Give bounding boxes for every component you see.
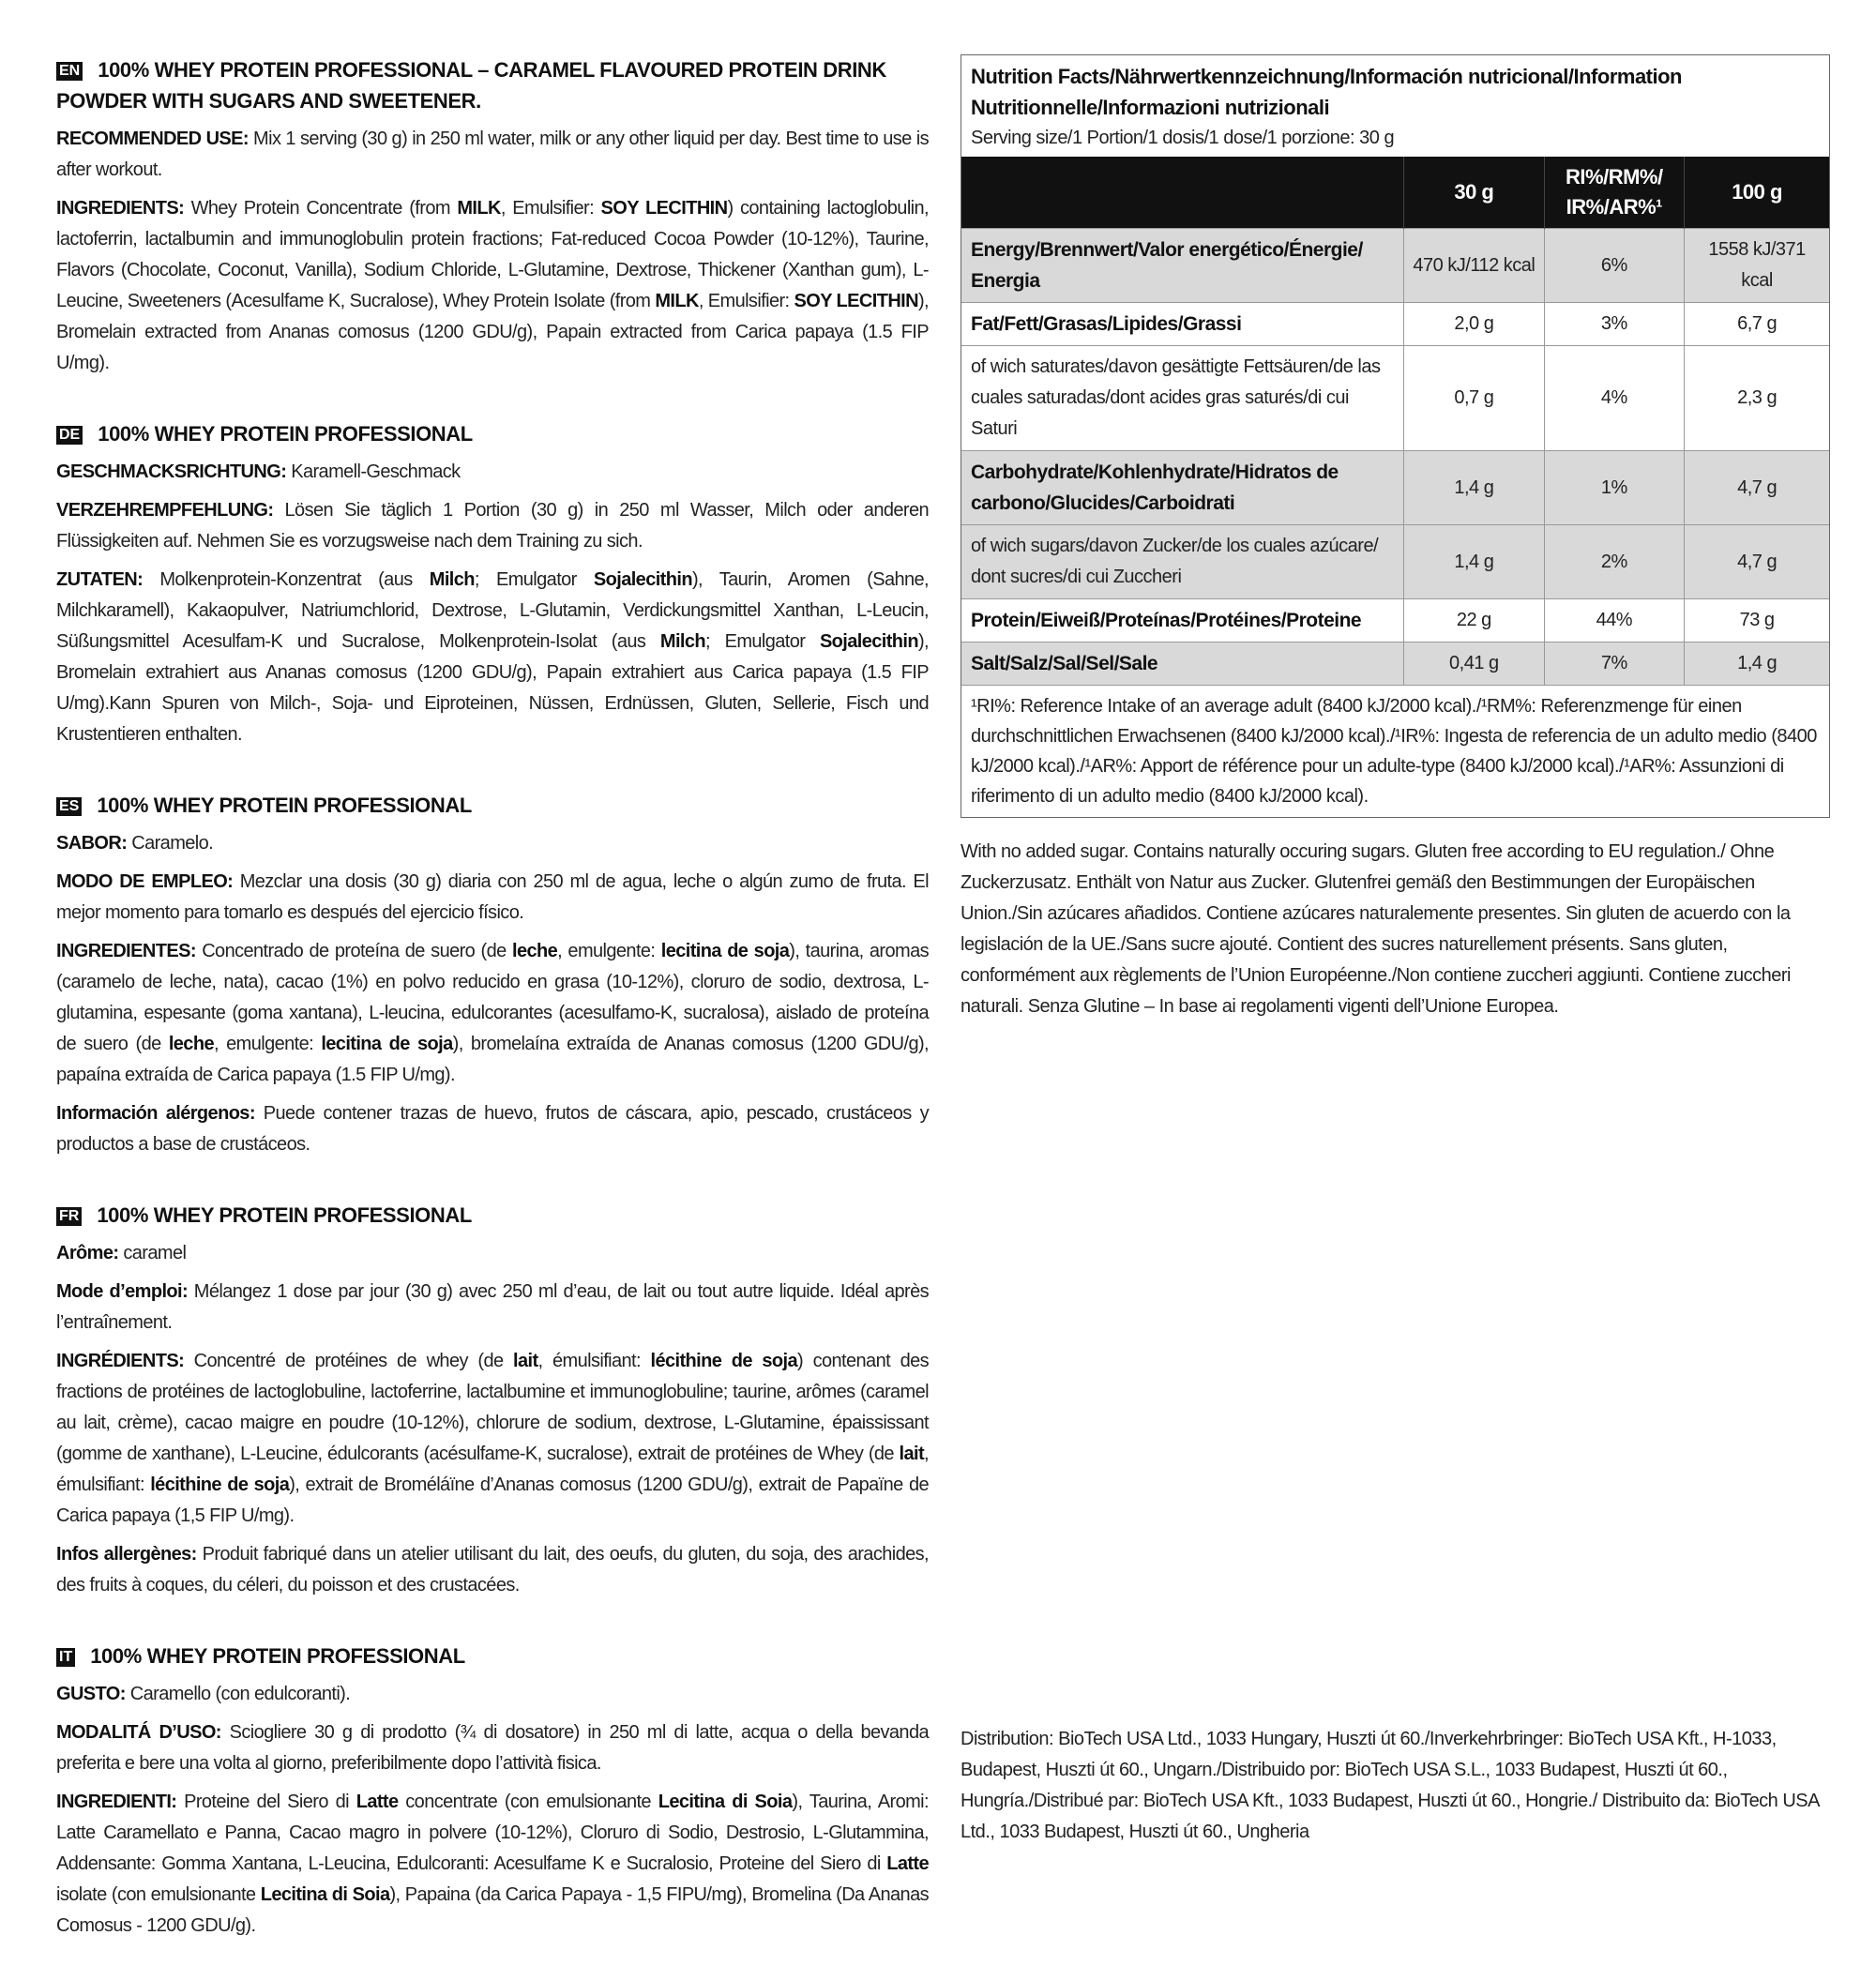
nutrient-label: Protein/Eiweiß/Proteínas/Protéines/Proteine: [961, 599, 1404, 643]
bold-text: lait: [899, 1444, 925, 1464]
section-it: [56, 1641, 929, 1942]
section-es: [56, 790, 929, 1160]
text: Produit fabriqué dans un atelier utilisant du lait, des oeufs, du gluten, du soja, des arachides, des fruits à coques, du céleri, du poisson et des crustacées.: [56, 1544, 929, 1595]
bold-text: Lecitina di Soia: [658, 1792, 793, 1812]
section-paragraph: [56, 565, 929, 750]
bold-text: lécithine de soja: [150, 1474, 290, 1495]
value-ri: 3%: [1544, 303, 1685, 346]
bold-text: Milch: [429, 569, 475, 590]
nutrient-label: of wich saturates/davon gesättigte Fettsäuren/de las cuales saturadas/dont acides gras saturés/di cui Saturi: [961, 346, 1404, 451]
section-de: [56, 418, 929, 750]
nutrition-title: Nutrition Facts/Nährwertkennzeichnung/Información nutricional/Information Nutritionnelle/Informazioni nutrizionali: [971, 65, 1682, 119]
nutrient-label: of wich sugars/davon Zucker/de los cuales azúcare/ dont sucres/di cui Zuccheri: [961, 525, 1404, 599]
section-paragraph: [56, 1787, 929, 1942]
section-paragraph: [56, 1346, 929, 1532]
nutrition-row: [961, 599, 1829, 643]
value-ri: 2%: [1544, 525, 1685, 599]
text: Proteine del Siero di: [184, 1792, 356, 1812]
bold-text: VERZEHREMPFEHLUNG:: [56, 500, 285, 521]
bold-text: leche: [168, 1034, 214, 1054]
nutrient-label: Carbohydrate/Kohlenhydrate/Hidratos de carbono/Glucides/Carboidrati: [961, 451, 1404, 525]
text: Caramelo.: [131, 833, 214, 854]
value-ri: 44%: [1544, 599, 1685, 643]
text: ) contenant des fractions de protéines de lactoglobuline, lactoferrine, lactalbumine et immunoglobuline; taurine, arômes (caramel au lait, crème), cacao maigre en poudre (10-12%), chlorure de sodium, dextrose, L-Glutamine, épaississant (gomme de xanthane), L-Leucine, édulcorants (acésulfame-K, sucralose), extrait de protéines de Whey (de: [56, 1351, 930, 1464]
text: ), Bromelain extracted from Ananas comosus (1200 GDU/g), Papain extracted from Carica papaya (1.5 FIP U/mg).: [56, 291, 930, 373]
section-paragraph: [56, 828, 929, 859]
section-paragraph: [56, 124, 929, 186]
value-ri: 1%: [1544, 451, 1685, 525]
bold-text: SOY LECITHIN: [794, 291, 918, 311]
text: Caramello (con edulcoranti).: [129, 1684, 351, 1704]
section-paragraph: [56, 457, 929, 488]
language-tag: DE: [56, 426, 83, 445]
text: Mix 1 serving (30 g) in 250 ml water, milk or any other liquid per day. Best time to use is after workout.: [56, 129, 929, 180]
text: ), Taurin, Aromen (Sahne, Milchkaramell), Kakaopulver, Natriumchlorid, Dextrose, L-Glutamin, Verdickungsmittel Xanthan, L-Leucin, Süßungsmittel Acesulfam-K und Sucralose, Molkenprotein-Isolat (aus: [56, 569, 930, 652]
text: Mezclar una dosis (30 g) diaria con 250 ml de agua, leche o algún zumo de fruta. El mejor momento para tomarlo es después del ejercicio físico.: [56, 871, 930, 923]
bold-text: MODALITÁ D’USO:: [56, 1722, 230, 1743]
section-en: [56, 54, 929, 379]
serving-size: Serving size/1 Portion/1 dosis/1 dose/1 porzione: 30 g: [971, 128, 1395, 148]
section-paragraph: [56, 1717, 929, 1779]
bold-text: Milch: [659, 631, 706, 652]
section-heading: [56, 54, 929, 116]
section-title: 100% WHEY PROTEIN PROFESSIONAL – CARAMEL FLAVOURED PROTEIN DRINK POWDER WITH SUGARS AND SWEETENER.: [56, 58, 886, 113]
text: , émulsifiant:: [56, 1444, 929, 1495]
bold-text: Sojalecithin: [819, 631, 918, 652]
section-paragraph: [56, 867, 929, 929]
section-paragraph: [56, 936, 929, 1091]
value-ri: 6%: [1544, 229, 1685, 303]
bold-text: Latte: [886, 1853, 929, 1874]
section-title: 100% WHEY PROTEIN PROFESSIONAL: [97, 1203, 472, 1227]
bold-text: lécithine de soja: [650, 1351, 798, 1371]
value-30g: 22 g: [1404, 599, 1544, 643]
value-30g: 1,4 g: [1404, 451, 1544, 525]
bold-text: MILK: [457, 198, 501, 219]
value-30g: 2,0 g: [1404, 303, 1544, 346]
text: Puede contener trazas de huevo, frutos de cáscara, apio, pescado, crustáceos y productos a base de crustáceos.: [56, 1103, 929, 1155]
bold-text: SOY LECITHIN: [600, 198, 728, 219]
header-per-100g: 100 g: [1685, 157, 1829, 229]
text: caramel: [123, 1243, 187, 1263]
section-heading: [56, 418, 929, 449]
section-title: 100% WHEY PROTEIN PROFESSIONAL: [90, 1644, 465, 1668]
nutrition-row: [961, 525, 1829, 599]
nutrition-row: [961, 643, 1829, 686]
section-paragraph: [56, 1238, 929, 1269]
distribution-info: Distribution: BioTech USA Ltd., 1033 Hungary, Huszti út 60./Inverkehrbringer: BioTech USA Kft., H-1033, Budapest, Huszti út 60., Ungarn./Distribuido por: BioTech USA S.L., 1033 Budapest, Huszti út 60., Hungría./Distribué par: BioTech USA Kft., 1033 Budapest, Huszti út 60., Hongrie./ Distribuito da: BioTech USA Ltd., 1033 Budapest, Huszti út 60., Ungheria: [961, 1729, 1819, 1842]
language-sections: [56, 54, 929, 1981]
value-100g: 1558 kJ/371 kcal: [1685, 229, 1829, 303]
text: Concentrado de proteína de suero (de: [202, 941, 512, 961]
value-100g: 73 g: [1685, 599, 1829, 643]
nutrition-table: [961, 157, 1829, 685]
text: ), bromelaína extraída de Ananas comosus (1200 GDU/g), papaína extraída de Carica papaya (1.5 FIP U/mg).: [56, 1034, 929, 1085]
nutrition-rows: [961, 229, 1829, 686]
text: , emulgente:: [213, 1034, 322, 1054]
text: , émulsifiant:: [537, 1351, 651, 1371]
section-heading: [56, 1200, 929, 1231]
value-100g: 6,7 g: [1685, 303, 1829, 346]
text: ), extrait de Broméláïne d’Ananas comosus (1200 GDU/g), extrait de Papaïne de Carica papaya (1,5 FIP U/mg).: [56, 1474, 929, 1526]
value-30g: 0,41 g: [1404, 643, 1544, 686]
language-tag: FR: [56, 1207, 82, 1226]
bold-text: SABOR:: [56, 833, 132, 854]
value-100g: 2,3 g: [1685, 346, 1829, 451]
bold-text: Información alérgenos:: [56, 1103, 264, 1124]
section-paragraph: [56, 495, 929, 557]
text: Karamell-Geschmack: [291, 461, 461, 482]
sugar-gluten-claims: With no added sugar. Contains naturally occuring sugars. Gluten free according to EU regulation./ Ohne Zuckerzusatz. Enthält von Natur aus Zucker. Glutenfrei gemäß den Bestimmungen der Europäischen Union./Sin azúcares añadidos. Contiene azúcares naturalemente presentes. Sin gluten de acuerdo con la legislación de la UE./Sans sucre ajouté. Contient des sucres naturellement présents. Sans gluten, conformément aux règlements de l’Union Européenne./Non contiene zuccheri aggiunti. Contiene zuccheri naturali. Senza Glutine – In base ai regolamenti vigenti dell’Unione Europea.: [961, 841, 1791, 1017]
text: ), Papaina (da Carica Papaya - 1,5 FIPU/mg), Bromelina (Da Ananas Comosus - 1200 GDU/g).: [56, 1884, 929, 1936]
header-per-30g: 30 g: [1404, 157, 1544, 229]
text: Lösen Sie täglich 1 Portion (30 g) in 250 ml Wasser, Milch oder anderen Flüssigkeiten auf. Nehmen Sie es vorzugsweise nach dem Training zu sich.: [56, 500, 929, 552]
section-paragraph: [56, 1277, 929, 1338]
section-paragraph: [56, 1539, 929, 1601]
text: isolate (con emulsionante: [56, 1884, 261, 1905]
language-tag: EN: [56, 62, 83, 81]
section-heading: [56, 1641, 929, 1671]
text: Sciogliere 30 g di prodotto (¾ di dosatore) in 250 ml di latte, acqua o della bevanda preferita e bere una volta al giorno, preferibilmente dopo l’attività fisica.: [56, 1722, 929, 1774]
bold-text: Lecitina di Soia: [260, 1884, 390, 1905]
bold-text: lait: [513, 1351, 538, 1371]
header-nutrient: [961, 157, 1404, 229]
text: Molkenprotein-Konzentrat (aus: [159, 569, 430, 590]
value-30g: 0,7 g: [1404, 346, 1544, 451]
bold-text: Latte: [356, 1792, 399, 1812]
ri-footnote: ¹RI%: Reference Intake of an average adult (8400 kJ/2000 kcal)./¹RM%: Referenzmenge für einen durchschnittlichen Erwachsenen (8400 kJ/2000 kcal)./¹IR%: Ingesta de referencia de un adulto medio (8400 kJ/2000 kcal)./¹AR%: Apport de référence pour un adulte-type (8400 kJ/2000 kcal)./¹AR%: Assunzioni di riferimento di un adulto medio (8400 kJ/2000 kcal).: [961, 685, 1829, 817]
bold-text: INGREDIENTI:: [56, 1792, 185, 1812]
nutrition-panel: [961, 54, 1830, 1022]
bold-text: leche: [511, 941, 558, 961]
nutrition-row: [961, 451, 1829, 525]
bold-text: lecitina de soja: [321, 1034, 453, 1054]
header-ri: RI%/RM%/ IR%/AR%¹: [1544, 157, 1685, 229]
bold-text: lecitina de soja: [660, 941, 790, 961]
nutrition-header: [961, 55, 1829, 157]
text: , Emulsifier:: [500, 198, 601, 219]
text: Concentré de protéines de whey (de: [193, 1351, 514, 1371]
nutrition-row: [961, 303, 1829, 346]
bold-text: MILK: [655, 291, 699, 311]
bold-text: Mode d’emploi:: [56, 1281, 194, 1302]
text: ), Taurina, Aromi: Latte Caramellato e Panna, Cacao magro in polvere (10-12%), Cloruro di Sodio, Destrosio, L-Glutammina, Addensante: Gomma Xantana, L-Leucina, Edulcoranti: Acesulfame K e Sucralosio, Proteine del Siero di: [56, 1792, 929, 1874]
text: , emulgente:: [557, 941, 661, 961]
section-title: 100% WHEY PROTEIN PROFESSIONAL: [97, 794, 472, 817]
nutrition-row: [961, 229, 1829, 303]
value-100g: 4,7 g: [1685, 451, 1829, 525]
value-ri: 7%: [1544, 643, 1685, 686]
text: Mélangez 1 dose par jour (30 g) avec 250 ml d’eau, de lait ou tout autre liquide. Idéal après l’entraînement.: [56, 1281, 930, 1333]
bold-text: INGREDIENTES:: [56, 941, 203, 961]
bold-text: RECOMMENDED USE:: [56, 129, 254, 149]
bold-text: GESCHMACKSRICHTUNG:: [56, 461, 292, 482]
bold-text: MODO DE EMPLEO:: [56, 871, 240, 892]
section-paragraph: [56, 1098, 929, 1160]
nutrition-facts-box: [961, 54, 1830, 818]
nutrition-table-header: [961, 157, 1829, 229]
text: concentrate (con emulsionante: [398, 1792, 658, 1812]
text: ), Bromelain extrahiert aus Ananas comosus (1200 GDU/g), Papain extrahiert aus Carica papaya (1.5 FIP U/mg).Kann Spuren von Milch-, Soja- und Eiproteinen, Nüssen, Erdnüssen, Gluten, Sellerie, Fisch und Krustentieren enthalten.: [56, 631, 930, 745]
nutrient-label: Energy/Brennwert/Valor energético/Énergie/ Energia: [961, 229, 1404, 303]
nutrition-row: [961, 346, 1829, 451]
bold-text: Sojalecithin: [593, 569, 692, 590]
bold-text: GUSTO:: [56, 1684, 130, 1704]
value-100g: 1,4 g: [1685, 643, 1829, 686]
section-paragraph: [56, 1679, 929, 1710]
text: ) containing lactoglobulin, lactoferrin, lactalbumin and immunoglobulin protein fractions; Fat-reduced Cocoa Powder (10-12%), Taurine, Flavors (Chocolate, Coconut, Vanilla), Sodium Chloride, L-Glutamine, Dextrose, Thickener (Xanthan gum), L-Leucine, Sweeteners (Acesulfame K, Sucralose), Whey Protein Isolate (from: [56, 198, 929, 311]
text: ; Emulgator: [705, 631, 820, 652]
bold-text: INGRÉDIENTS:: [56, 1351, 194, 1371]
bold-text: INGREDIENTS:: [56, 198, 191, 219]
bold-text: Arôme:: [56, 1243, 124, 1263]
value-30g: 1,4 g: [1404, 525, 1544, 599]
text: Whey Protein Concentrate (from: [190, 198, 458, 219]
text: ; Emulgator: [474, 569, 594, 590]
section-paragraph: [56, 193, 929, 379]
text: , Emulsifier:: [698, 291, 794, 311]
value-30g: 470 kJ/112 kcal: [1404, 229, 1544, 303]
language-tag: ES: [56, 797, 82, 816]
value-100g: 4,7 g: [1685, 525, 1829, 599]
section-title: 100% WHEY PROTEIN PROFESSIONAL: [98, 422, 473, 446]
bold-text: ZUTATEN:: [56, 569, 160, 590]
bold-text: Infos allergènes:: [56, 1544, 203, 1565]
section-fr: [56, 1200, 929, 1601]
text: ), taurina, aromas (caramelo de leche, nata), cacao (1%) en polvo reducido en grasa (10-12%), cloruro de sodio, dextrosa, L-glutamina, espesante (goma xantana), L-leucina, edulcorantes (acesulfamo-K, sucralosa), aislado de proteína de suero (de: [56, 941, 929, 1054]
nutrient-label: Fat/Fett/Grasas/Lipides/Grassi: [961, 303, 1404, 346]
language-tag: IT: [56, 1648, 75, 1667]
nutrient-label: Salt/Salz/Sal/Sel/Sale: [961, 643, 1404, 686]
section-heading: [56, 790, 929, 821]
value-ri: 4%: [1544, 346, 1685, 451]
